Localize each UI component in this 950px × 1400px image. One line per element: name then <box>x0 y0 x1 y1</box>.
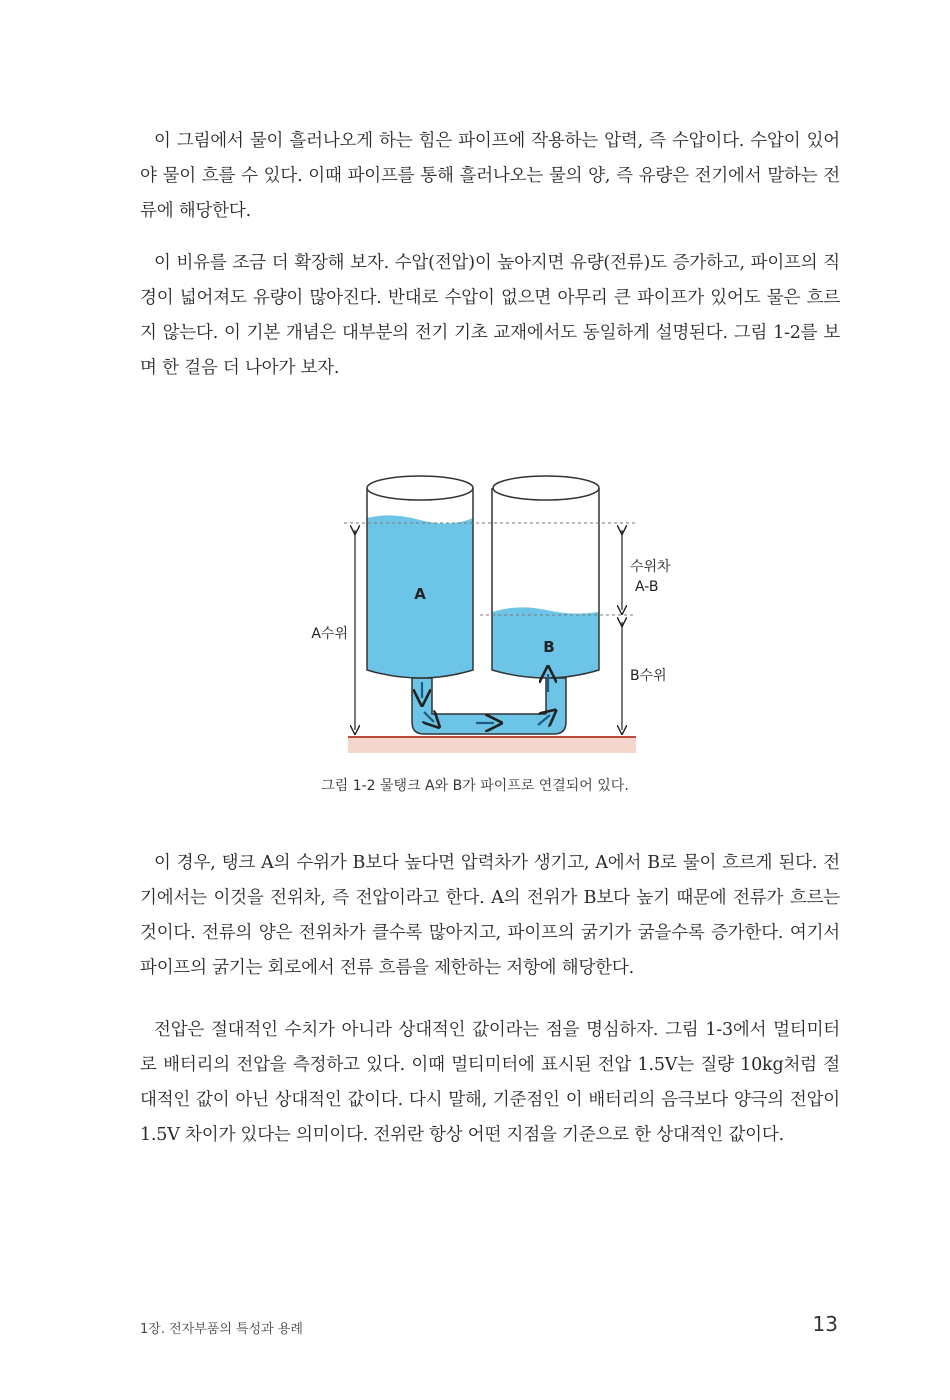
body-paragraph-1: 이 그림에서 물이 흘러나오게 하는 힘은 파이프에 작용하는 압력, 즉 수압이다. 수압이 있어야 물이 흐를 수 있다. 이때 파이프를 통해 흘러나오는 물의 양, 즉 유량은 전기에서 말하는 전류에 해당한다. <box>140 131 840 221</box>
figure-caption: 그림 1-2 물탱크 A와 B가 파이프로 연결되어 있다. <box>321 778 629 794</box>
ground <box>348 737 636 753</box>
level-diff-label-line2: A-B <box>635 579 659 595</box>
tank-b-label: B <box>543 638 555 656</box>
b-level-label: B수위 <box>630 668 667 684</box>
tank-a <box>367 476 473 678</box>
page-number: 13 <box>812 1312 838 1336</box>
water-tank-figure <box>290 460 690 760</box>
chapter-footer: 1장. 전자부품의 특성과 용례 <box>140 1322 303 1337</box>
tank-b <box>492 476 599 678</box>
tank-b-top <box>493 476 599 500</box>
level-diff-label-line1: 수위차 <box>630 559 671 575</box>
tank-a-top <box>367 476 473 500</box>
body-paragraph-3: 이 경우, 탱크 A의 수위가 B보다 높다면 압력차가 생기고, A에서 B로 물이 흐르게 된다. 전기에서는 이것을 전위차, 즉 전압이라고 한다. A의 전위가 B보다 높기 때문에 전류가 흐르는 것이다. 전류의 양은 전위차가 클수록 많아지고, 파이프의 굵기가 굵을수록 증가한다. 여기서 파이프의 굵기는 회로에서 전류 흐름을 제한하는 저항에 해당한다. <box>140 853 840 978</box>
body-paragraph-4: 전압은 절대적인 수치가 아니라 상대적인 값이라는 점을 명심하자. 그림 1-3에서 멀티미터로 배터리의 전압을 측정하고 있다. 이때 멀티미터에 표시된 전압 1.5V는 질량 10kg처럼 절대적인 값이 아닌 상대적인 값이다. 다시 말해, 기준점인 이 배터리의 음극보다 양극의 전압이 1.5V 차이가 있다는 의미이다. 전위란 항상 어떤 지점을 기준으로 한 상대적인 값이다. <box>140 1020 840 1145</box>
connecting-pipe <box>412 678 566 734</box>
a-level-label: A수위 <box>311 626 348 642</box>
body-paragraph-2: 이 비유를 조금 더 확장해 보자. 수압(전압)이 높아지면 유량(전류)도 증가하고, 파이프의 직경이 넓어져도 유량이 많아진다. 반대로 수압이 없으면 아무리 큰 파이프가 있어도 물은 흐르지 않는다. 이 기본 개념은 대부분의 전기 기초 교재에서도 동일하게 설명된다. 그림 1-2를 보며 한 걸음 더 나아가 보자. <box>140 253 840 378</box>
tank-a-label: A <box>414 585 426 603</box>
